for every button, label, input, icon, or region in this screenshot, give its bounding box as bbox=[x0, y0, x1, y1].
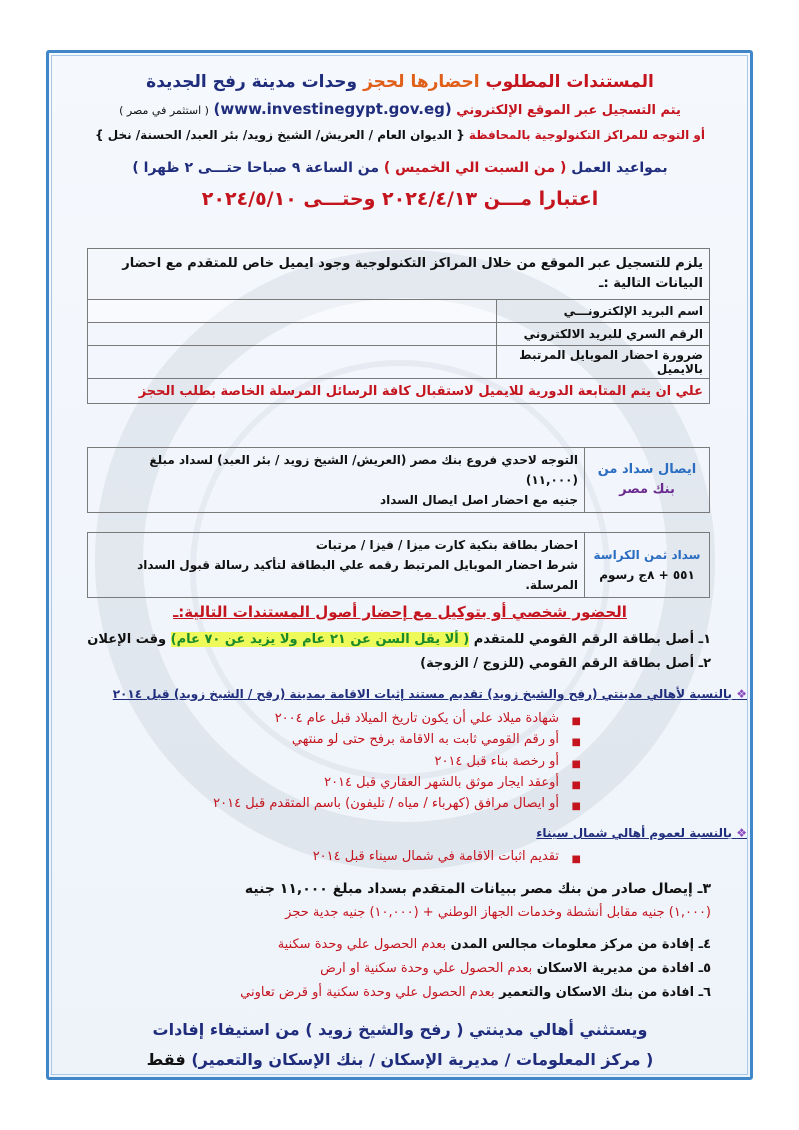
diamond-bullet-icon: ❖ bbox=[736, 826, 747, 840]
attendance-heading: الحضور شخصي أو بتوكيل مع إحضار أصول المستندات التالية:ـ bbox=[173, 603, 627, 621]
diamond-bullet-icon: ❖ bbox=[736, 687, 747, 701]
receipt-line-1: ٣ـ إيصال صادر من بنك مصر ببيانات المتقدم بسداد مبلغ ١١,٠٠٠ جنيه bbox=[244, 881, 711, 897]
website-link[interactable]: (www.investinegypt.gov.eg) bbox=[213, 100, 452, 118]
north-sinai-item: تقديم اثبات الاقامة في شمال سيناء قبل ٢٠١٤ bbox=[312, 849, 559, 864]
booklet-fee-label: سداد ثمن الكراسة ٥٥١ + ٨ج رسوم bbox=[585, 533, 710, 598]
square-bullet-icon: ■ bbox=[571, 759, 581, 770]
square-bullet-icon: ■ bbox=[571, 737, 581, 748]
rafah-item: أوعقد ايجار موثق بالشهر العقاري قبل ٢٠١٤ bbox=[324, 775, 559, 790]
receipt-line-2: (١,٠٠٠) جنيه مقابل أنشطة وخدمات الجهاز الوطني + (١٠,٠٠٠) جنيه جدية حجز bbox=[285, 905, 711, 920]
footer-line-2: ( مركز المعلومات / مديرية الإسكان / بنك الإسكان والتعمير) فقط bbox=[146, 1050, 654, 1069]
bank-receipt-label: ايصال سداد من بنك مصر bbox=[585, 448, 710, 513]
footer-line-1: ويستثني أهالي مدينتي ( رفح والشيخ زويد ) من استيفاء إفادات bbox=[152, 1020, 648, 1039]
registration-row-email-label: اسم البريد الإلكترونـــي bbox=[497, 300, 710, 323]
statement-item: ٥ـ افادة من مديرية الاسكان بعدم الحصول علي وحدة سكنية او ارض bbox=[320, 961, 711, 976]
attendance-item-2: ٢ـ أصل بطاقة الرقم القومي (للزوج / الزوجة) bbox=[420, 656, 711, 671]
rafah-item: أو ايصال مرافق (كهرباء / مياه / تليفون) باسم المتقدم قبل ٢٠١٤ bbox=[213, 796, 559, 811]
square-bullet-icon: ■ bbox=[571, 854, 581, 865]
square-bullet-icon: ■ bbox=[571, 801, 581, 812]
rafah-item: أو رخصة بناء قبل ٢٠١٤ bbox=[434, 754, 559, 769]
square-bullet-icon: ■ bbox=[571, 716, 581, 727]
registration-box bbox=[87, 248, 710, 404]
statement-item: ٤ـ إفادة من مركز معلومات مجالس المدن بعدم الحصول علي وحدة سكنية bbox=[277, 937, 711, 952]
page-title: المستندات المطلوب احضارها لحجز وحدات مدينة رفح الجديدة bbox=[146, 72, 654, 92]
bank-receipt-box bbox=[87, 447, 710, 513]
north-sinai-heading: ❖ بالنسبة لعموم أهالي شمال سيناء bbox=[536, 826, 747, 840]
rafah-item: أو رقم القومي ثابت به الاقامة برفح حتى لو منتهي bbox=[291, 732, 559, 747]
registration-heading: يلزم للتسجيل عبر الموقع من خلال المراكز التكنولوجية وجود ايميل خاص للمتقدم مع احضار البيانات التالية :ـ bbox=[88, 249, 710, 300]
bank-receipt-text: التوجه لاحدي فروع بنك مصر (العريش/ الشيخ زويد / بئر العبد) لسداد مبلغ (١١,٠٠٠) جنيه مع احضار اصل ايصال السداد bbox=[88, 448, 585, 513]
attendance-item-1: ١ـ أصل بطاقة الرقم القومي للمتقدم ( ألا يقل السن عن ٢١ عام ولا يزيد عن ٧٠ عام) وقت الإعلان bbox=[87, 632, 711, 647]
register-line: يتم التسجيل عبر الموقع الإلكتروني (www.investinegypt.gov.eg) ( استثمر في مصر ) bbox=[119, 100, 681, 118]
booklet-fee-box bbox=[87, 532, 710, 598]
booklet-fee-text: احضار بطاقة بنكية كارت ميزا / فيزا / مرتبات شرط احضار الموبايل المرتبط رقمه علي البطاقة لتأكيد رسالة قبول السداد المرسلة. bbox=[88, 533, 585, 598]
registration-note: علي ان يتم المتابعة الدورية للايميل لاستقبال كافة الرسائل المرسلة الخاصة بطلب الحجز bbox=[88, 379, 710, 404]
registration-row-password-label: الرقم السري للبريد الالكتروني bbox=[497, 323, 710, 346]
statement-item: ٦ـ افادة من بنك الاسكان والتعمير بعدم الحصول علي وحدة سكنية أو قرض تعاوني bbox=[240, 985, 711, 1000]
rafah-heading: ❖ بالنسبة لأهالي مدينتي (رفح والشيخ زويد) تقديم مستند إثبات الاقامة بمدينة (رفح / الشيخ زويد) قبل ٢٠١٤ bbox=[112, 687, 747, 701]
registration-row-mobile-label: ضرورة احضار الموبايل المرتبط بالايميل bbox=[497, 346, 710, 379]
hours-line: بمواعيد العمل ( من السبت الي الخميس ) من الساعة ٩ صباحا حتـــى ٢ ظهرا ) bbox=[132, 160, 668, 176]
date-range: اعتبارا مـــن ٢٠٢٤/٤/١٣ وحتـــى ٢٠٢٤/٥/١٠ bbox=[201, 188, 599, 210]
centers-line: أو التوجه للمراكز التكنولوجية بالمحافظة { الديوان العام / العريش/ الشيخ زويد/ بئر العبد/ الحسنة/ نخل } bbox=[95, 128, 705, 142]
square-bullet-icon: ■ bbox=[571, 780, 581, 791]
rafah-item: شهادة ميلاد علي أن يكون تاريخ الميلاد قبل عام ٢٠٠٤ bbox=[274, 711, 559, 726]
